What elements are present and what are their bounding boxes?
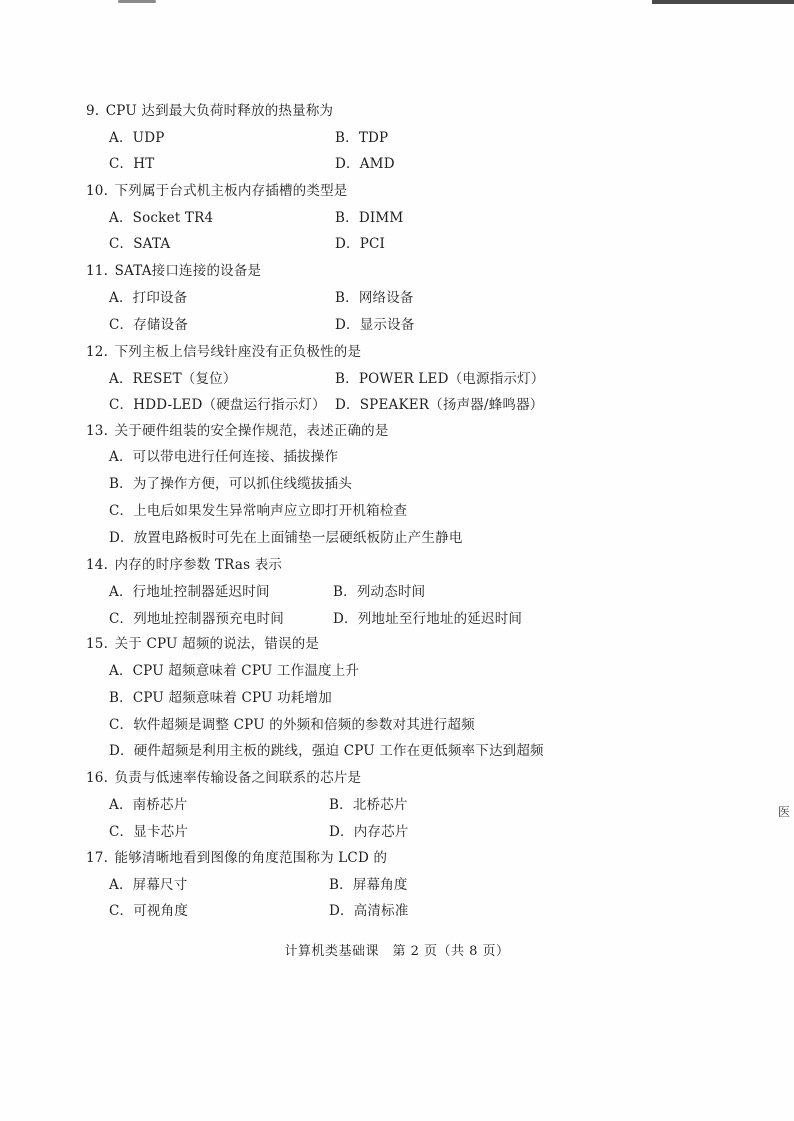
question-17 (86, 846, 387, 866)
question-10 (86, 179, 347, 199)
question-13 (86, 419, 389, 439)
question-stem: 负责与低速率传输设备之间联系的芯片是 (114, 770, 362, 786)
question-stem: SATA接口连接的设备是 (114, 263, 262, 279)
option-b: B．DIMM (335, 210, 404, 226)
option-b: B．TDP (335, 130, 389, 146)
option-c: C．显卡芯片 (109, 824, 189, 840)
question-stem: 关于 CPU 超频的说法，错误的是 (114, 636, 320, 652)
question-stem: 下列属于台式机主板内存插槽的类型是 (114, 183, 348, 199)
option-c: C．SATA (109, 236, 171, 252)
question-15 (86, 632, 319, 652)
question-9 (86, 99, 333, 119)
option-b: B．网络设备 (335, 290, 414, 306)
question-stem: CPU 达到最大负荷时释放的热量称为 (105, 103, 334, 119)
option-c: C．可视角度 (109, 903, 189, 919)
option-b: B．屏幕角度 (329, 877, 408, 893)
question-number: 10. (86, 183, 109, 199)
option-d: D．AMD (335, 156, 395, 172)
option-a: A．RESET（复位） (109, 371, 237, 387)
option-c: C．HT (109, 156, 155, 172)
question-14 (86, 553, 282, 573)
option-a: A．打印设备 (109, 290, 188, 306)
question-stem: 能够清晰地看到图像的角度范围称为 LCD 的 (114, 850, 388, 866)
option-a: A．UDP (109, 130, 165, 146)
page-footer: 计算机类基础课 第 2 页（共 8 页） (284, 944, 510, 959)
question-number: 16. (86, 770, 109, 786)
option-a: A．Socket TR4 (109, 210, 214, 226)
question-number: 12. (86, 344, 109, 360)
option-a: A．行地址控制器延迟时间 (109, 584, 270, 600)
question-number: 15. (86, 636, 109, 652)
option-a: A．南桥芯片 (109, 797, 188, 813)
edge-mark: 医 (778, 805, 791, 819)
question-stem: 关于硬件组装的安全操作规范，表述正确的是 (114, 423, 389, 439)
question-stem: 下列主板上信号线针座没有正负极性的是 (114, 344, 362, 360)
option-d: D．高清标准 (329, 903, 409, 919)
question-number: 17. (86, 850, 109, 866)
option-a: A．CPU 超频意味着 CPU 工作温度上升 (109, 663, 360, 679)
option-d: D．内存芯片 (329, 824, 409, 840)
option-b: B．北桥芯片 (329, 797, 408, 813)
option-d: D．SPEAKER（扬声器/蜂鸣器） (335, 397, 544, 413)
question-11 (86, 259, 261, 279)
question-number: 11. (86, 263, 109, 279)
question-number: 13. (86, 423, 109, 439)
scan-artifact (118, 0, 156, 3)
option-b: B．CPU 超频意味着 CPU 功耗增加 (109, 690, 332, 706)
question-stem: 内存的时序参数 TRas 表示 (114, 557, 283, 573)
option-c: C．存储设备 (109, 317, 189, 333)
option-a: A．可以带电进行任何连接、插拔操作 (109, 449, 339, 465)
option-d: D．硬件超频是利用主板的跳线，强迫 CPU 工作在更低频率下达到超频 (109, 743, 544, 759)
option-c: C．列地址控制器预充电时间 (109, 611, 284, 627)
question-number: 9. (86, 103, 100, 119)
option-b: B．列动态时间 (333, 584, 426, 600)
option-c: C．软件超频是调整 CPU 的外频和倍频的参数对其进行超频 (109, 717, 475, 733)
question-16 (86, 766, 361, 786)
option-d: D．PCI (335, 236, 386, 252)
question-number: 14. (86, 557, 109, 573)
option-c: C．上电后如果发生异常响声应立即打开机箱检查 (109, 503, 408, 519)
option-d: D．显示设备 (335, 317, 415, 333)
question-12 (86, 340, 361, 360)
option-c: C．HDD-LED（硬盘运行指示灯） (109, 397, 326, 413)
scan-artifact (652, 0, 794, 4)
option-d: D．放置电路板时可先在上面铺垫一层硬纸板防止产生静电 (109, 530, 463, 546)
option-d: D．列地址至行地址的延迟时间 (333, 611, 523, 627)
option-b: B．为了操作方便，可以抓住线缆拔插头 (109, 476, 353, 492)
option-b: B．POWER LED（电源指示灯） (335, 371, 545, 387)
option-a: A．屏幕尺寸 (109, 877, 188, 893)
